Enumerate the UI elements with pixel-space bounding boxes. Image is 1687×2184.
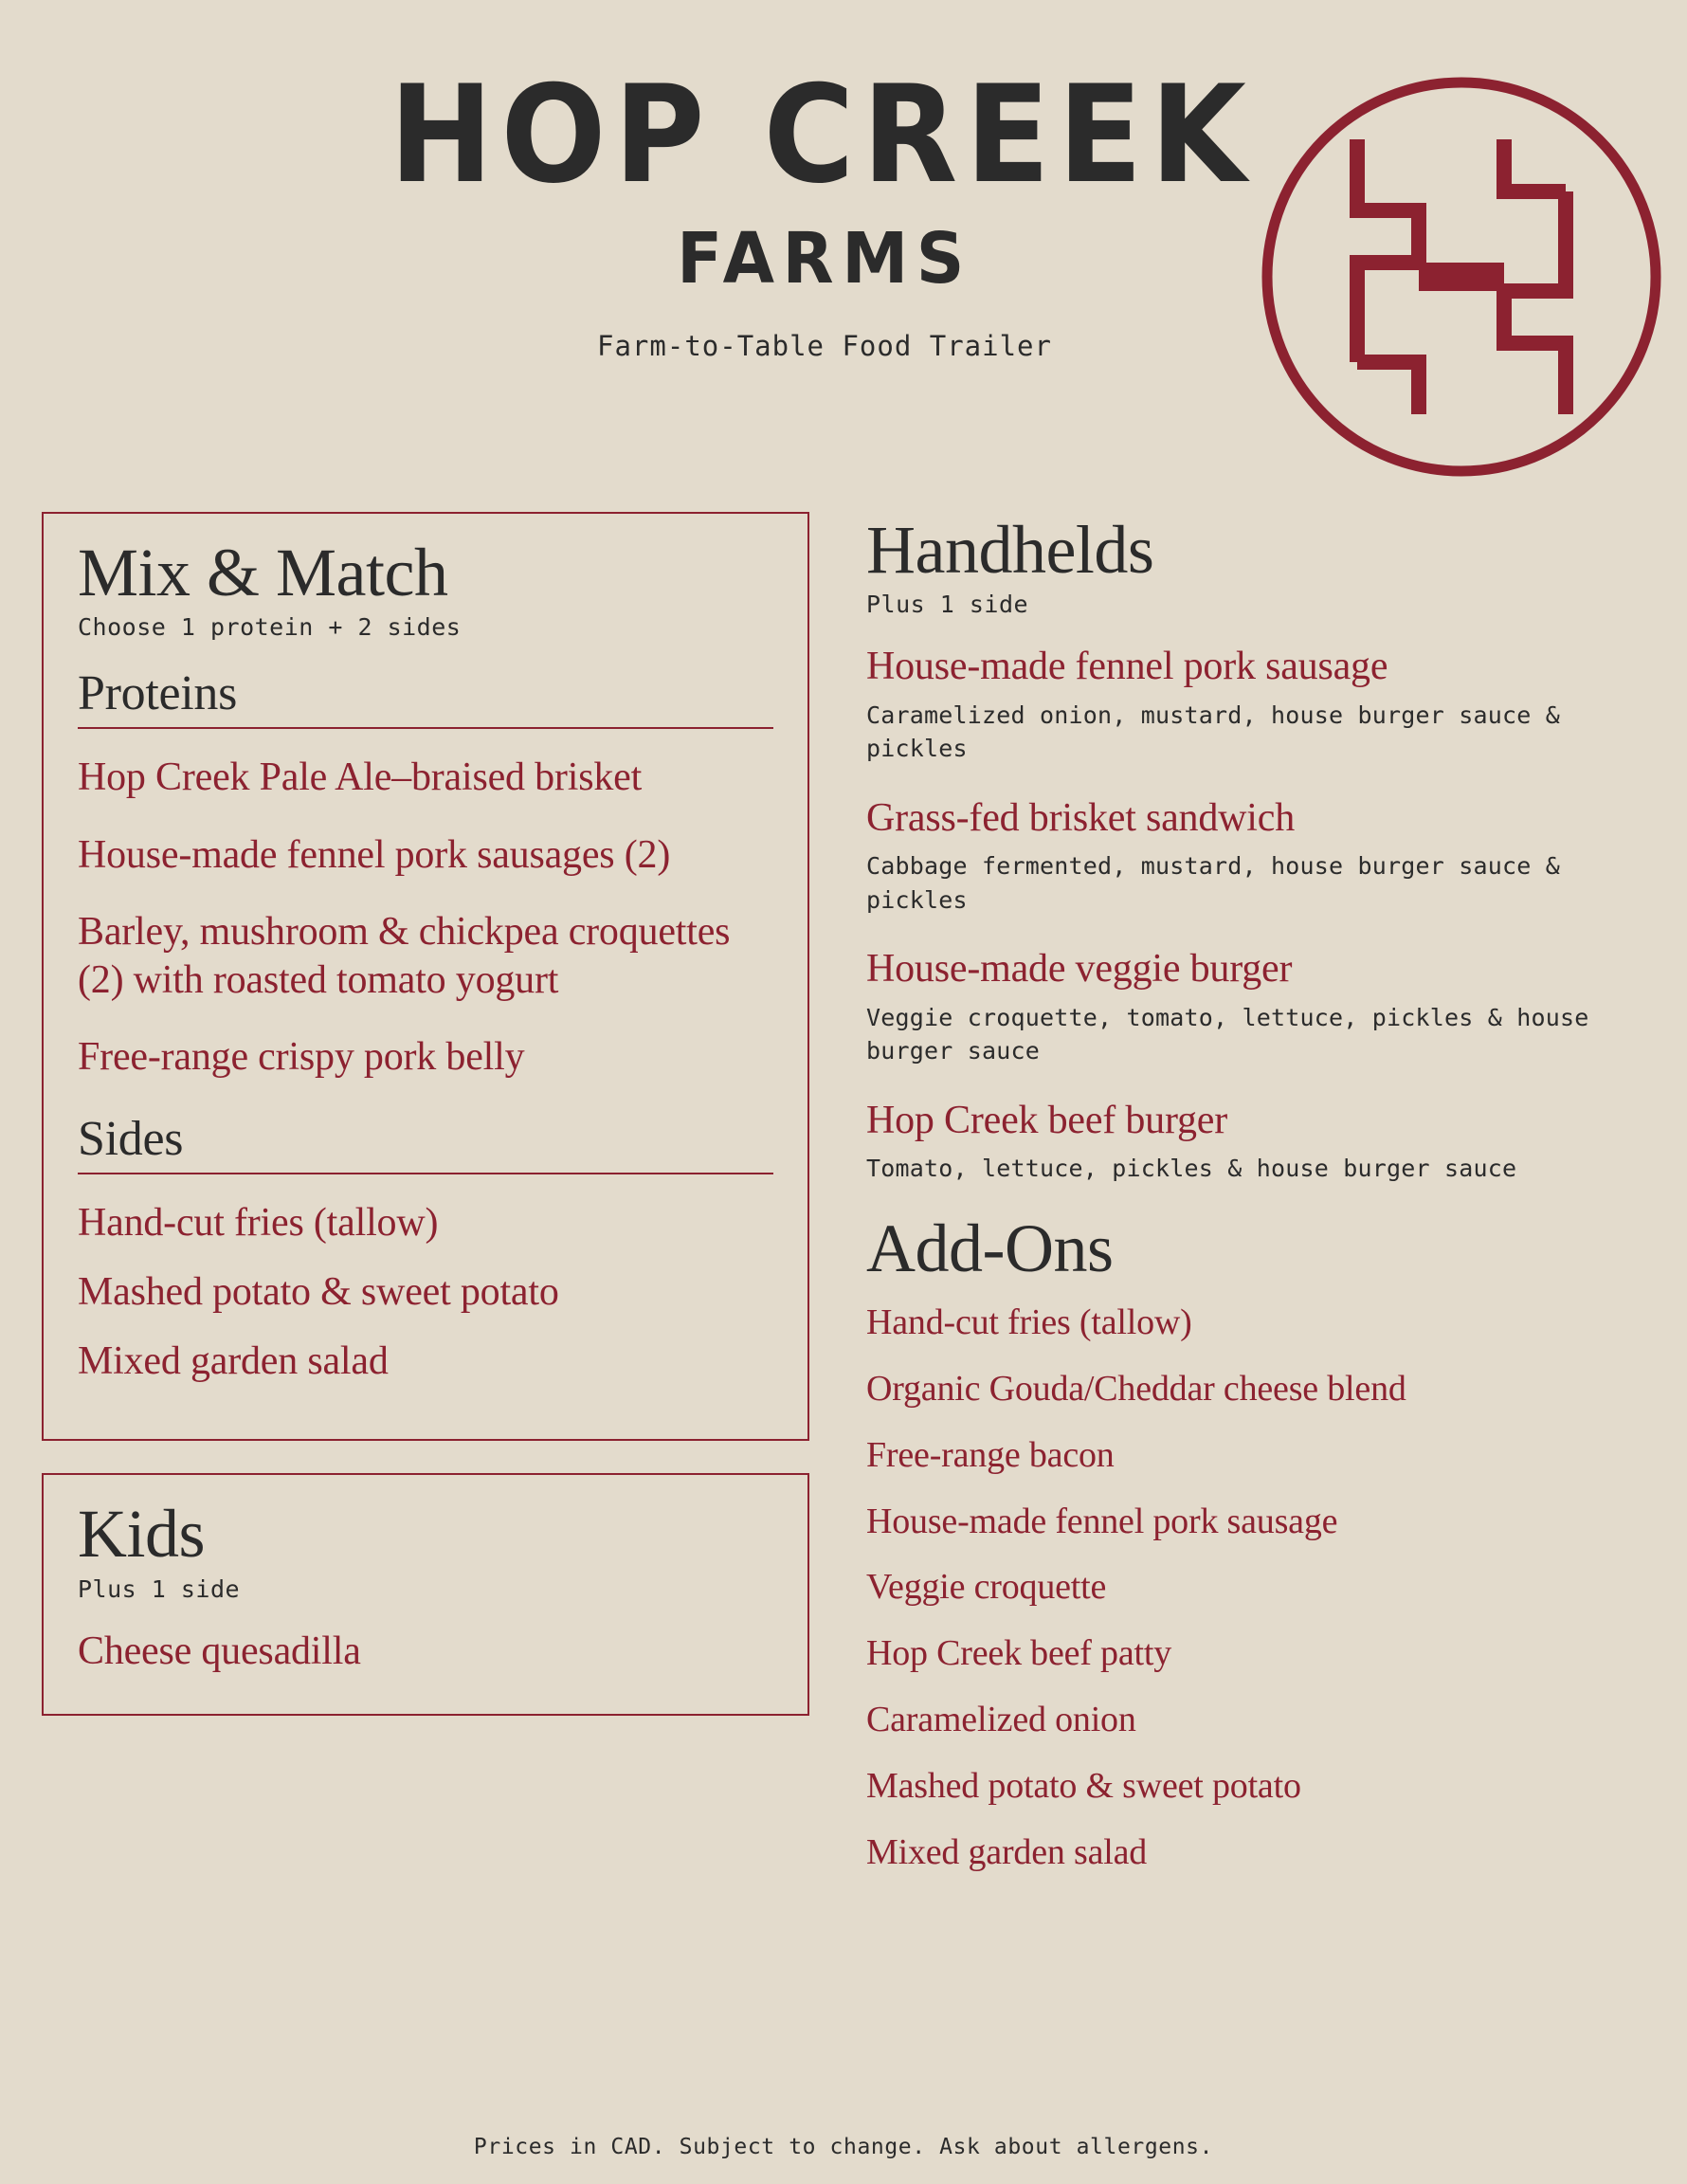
kids-note: Plus 1 side: [78, 1574, 241, 1603]
add-on-item: Mashed potato & sweet potato: [866, 1766, 1301, 1807]
handhelds-section: [866, 512, 1645, 1186]
kids-item: Cheese quesadilla: [78, 1629, 361, 1673]
brand-name-secondary: FARMS: [677, 218, 972, 300]
handheld-item: [866, 945, 1645, 1067]
handheld-item: [866, 643, 1645, 765]
add-on-item: Hop Creek beef patty: [866, 1633, 1172, 1674]
protein-item: House-made fennel pork sausages (2): [78, 832, 671, 877]
add-ons-section: [866, 1210, 1645, 1876]
add-on-item: Veggie croquette: [866, 1567, 1107, 1608]
protein-item: Hop Creek Pale Ale–braised brisket: [78, 755, 643, 800]
brand-tagline: Farm-to-Table Food Trailer: [597, 330, 1052, 362]
sides-divider: [78, 1173, 773, 1174]
add-on-item: Hand-cut fries (tallow): [866, 1301, 1192, 1342]
mix-and-match-section: [42, 512, 809, 1441]
protein-item: Free-range crispy pork belly: [78, 1035, 525, 1080]
footer-disclaimer: Prices in CAD. Subject to change. Ask about allergens.: [473, 2135, 1214, 2159]
handheld-name: Hop Creek beef burger: [866, 1098, 1228, 1142]
handheld-description: Caramelized onion, mustard, house burger sauce & pickles: [866, 701, 1561, 763]
add-on-item: Organic Gouda/Cheddar cheese blend: [866, 1368, 1406, 1409]
side-item: Hand-cut fries (tallow): [78, 1200, 439, 1245]
left-column: [42, 512, 809, 2184]
side-item: Mashed potato & sweet potato: [78, 1269, 559, 1314]
proteins-heading: Proteins: [78, 666, 238, 721]
add-ons-title: Add-Ons: [866, 1210, 1114, 1286]
handheld-item: [866, 794, 1645, 917]
menu-columns: [0, 512, 1687, 2184]
handheld-description: Cabbage fermented, mustard, house burger sauce & pickles: [866, 852, 1561, 914]
protein-item: Barley, mushroom & chickpea croquettes (2) with roasted tomato yogurt: [78, 909, 731, 1003]
add-ons-list: [866, 1301, 1645, 1876]
hop-creek-h-monogram-icon: [1253, 68, 1670, 485]
brand-name-primary: HOP CREEK: [389, 57, 1255, 213]
handhelds-title: Handhelds: [866, 512, 1154, 588]
handheld-item: [866, 1097, 1645, 1186]
sides-heading: Sides: [78, 1111, 184, 1166]
mix-and-match-note: Choose 1 protein + 2 sides: [78, 613, 462, 642]
right-column: [809, 512, 1645, 2184]
handheld-name: House-made veggie burger: [866, 947, 1293, 992]
handhelds-note: Plus 1 side: [866, 591, 1029, 619]
kids-title: Kids: [78, 1496, 206, 1573]
handheld-description: Tomato, lettuce, pickles & house burger sauce: [866, 1155, 1517, 1182]
add-on-item: House-made fennel pork sausage: [866, 1501, 1338, 1541]
add-on-item: Mixed garden salad: [866, 1831, 1148, 1872]
sides-list: [78, 1199, 773, 1387]
handheld-name: House-made fennel pork sausage: [866, 645, 1388, 689]
handheld-name: Grass-fed brisket sandwich: [866, 795, 1296, 840]
proteins-divider: [78, 727, 773, 729]
handheld-description: Veggie croquette, tomato, lettuce, pickles & house burger sauce: [866, 1003, 1589, 1065]
add-on-item: Caramelized onion: [866, 1700, 1136, 1740]
kids-section: [42, 1473, 809, 1716]
menu-header: [0, 0, 1687, 362]
add-on-item: Free-range bacon: [866, 1434, 1115, 1475]
mix-and-match-title: Mix & Match: [78, 535, 448, 610]
side-item: Mixed garden salad: [78, 1339, 389, 1384]
